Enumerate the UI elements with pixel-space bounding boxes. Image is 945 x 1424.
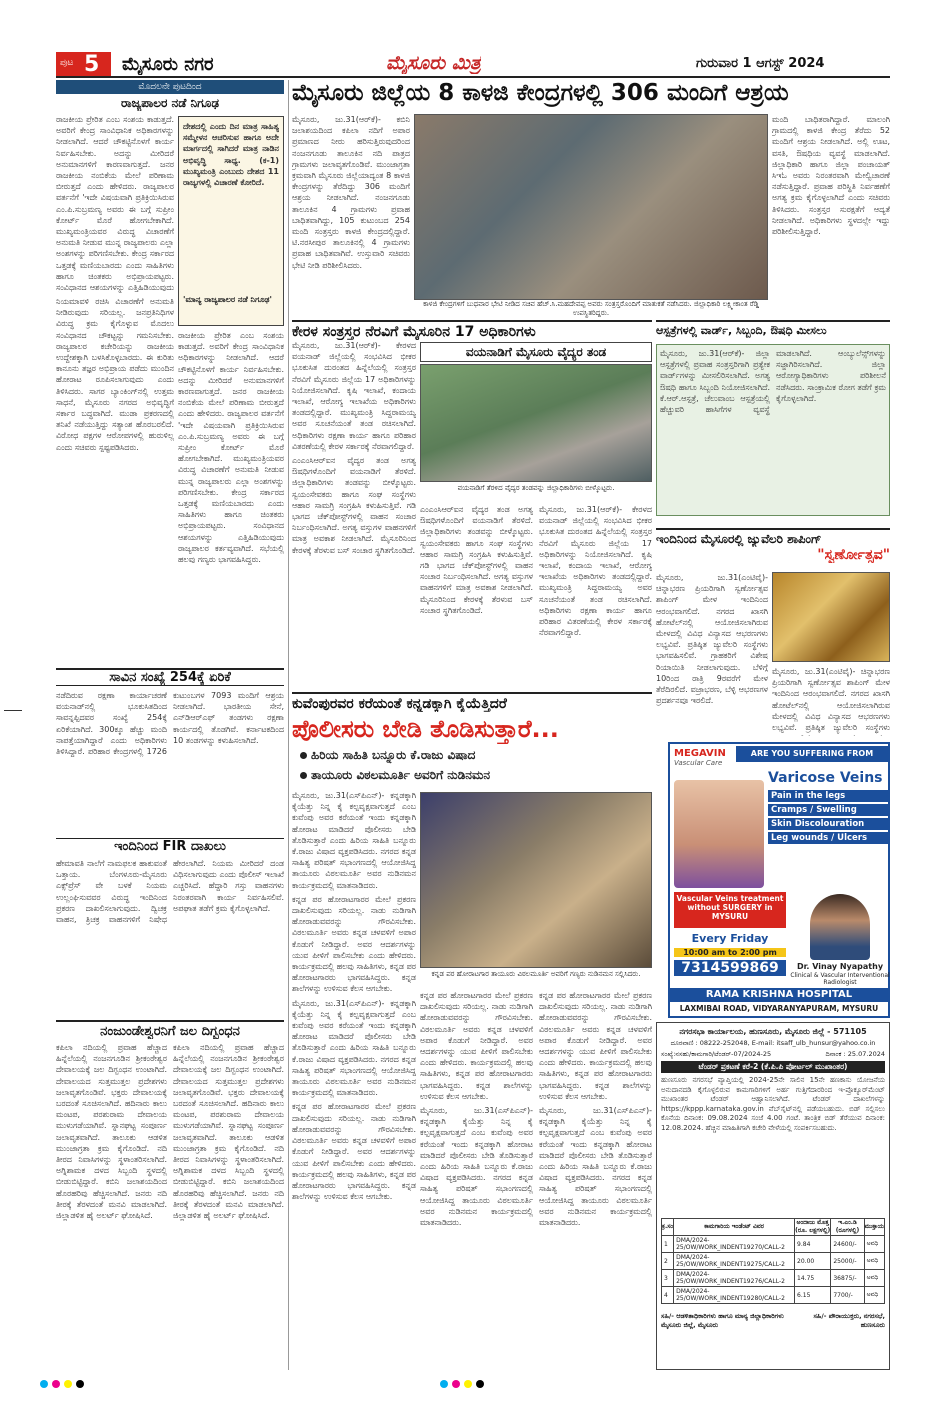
kerala-body-text-2: ಎಂಎಂಸಿಆರ್‌ಐನ ವೈದ್ಯರ ತಂಡ ಅಗತ್ಯ ಔಷಧಿಗಳೊಂದಿಗೆ ವಯನಾಡಿಗೆ ತೆರಳಿದೆ. ಜಿಲ್ಲಾಧಿಕಾರಿಗಳು ತಂಡವನ್ನು ಬೀಳ್ಕೊಟ್ಟರು. ಸ್ವಯಂಸೇವಕರು ಹಾಗೂ ಸಂಘ ಸಂಸ್ಥೆಗಳು ಆಹಾರ ಸಾಮಗ್ರಿ ಸಂಗ್ರಹಿಸಿ ಕಳುಹಿಸುತ್ತಿವೆ. ಗಡಿ ಭಾಗದ ಚೆಕ್‌ಪೋಸ್ಟ್‌ಗಳಲ್ಲಿ ವಾಹನ ಸಂಚಾರ ನಿರ್ಬಂಧಿಸಲಾಗಿದೆ. ಅಗತ್ಯ ವಸ್ತುಗಳ ವಾಹನಗಳಿಗೆ ಮಾತ್ರ ಅವಕಾಶ ನೀಡಲಾಗಿದೆ. ಮೈಸೂರಿನಿಂದ ಕೇರಳಕ್ಕೆ ತೆರಳುವ ಬಸ್ ಸಂಚಾರ ಸ್ಥಗಿತಗೊಂಡಿದೆ.: [292, 456, 416, 555]
continued-banner: [56, 80, 284, 94]
kuvempu-bullet-2: [300, 768, 650, 783]
tender-col: ಅಂದಾಜು ಮೊತ್ತ (ರೂ. ಲಕ್ಷಗಳಲ್ಲಿ): [795, 1219, 831, 1234]
deaths-body-text: ನಡೆದಿರುವ ರಕ್ಷಣಾ ಕಾರ್ಯಾಚರಣೆ ವಯನಾಡ್‌ನಲ್ಲಿ ಭೂಕುಸಿತದಿಂದ ಸಾವನ್ನಪ್ಪಿದವರ ಸಂಖ್ಯೆ 254ಕ್ಕೆ ಏರಿಕೆಯಾಗಿದೆ. 300ಕ್ಕೂ ಹೆಚ್ಚು ಮಂದಿ ನಾಪತ್ತೆಯಾಗಿದ್ದಾರೆ ಎಂದು ಅಧಿಕಾರಿಗಳು ತಿಳಿಸಿದ್ದಾರೆ. ಪರಿಹಾರ ಕೇಂದ್ರಗಳಲ್ಲಿ 1726 ಕುಟುಂಬಗಳ 7093 ಮಂದಿಗೆ ಆಶ್ರಯ ನೀಡಲಾಗಿದೆ. ಭಾರತೀಯ ಸೇನೆ, ಎನ್‌ಡಿಆರ್‌ಎಫ್ ತಂಡಗಳು ರಕ್ಷಣಾ ಕಾರ್ಯದಲ್ಲಿ ತೊಡಗಿವೆ. ಕರ್ನಾಟಕದಿಂದ 10 ತಂಡಗಳನ್ನು ಕಳುಹಿಸಲಾಗಿದೆ.: [56, 691, 284, 757]
continued-label: ಮೊದಲನೇ ಪುಟದಿಂದ: [138, 82, 202, 92]
deaths-headline: ಸಾವಿನ ಸಂಖ್ಯೆ 254ಕ್ಕೆ ಏರಿಕೆ: [109, 670, 231, 685]
jewellery-photo: [772, 572, 890, 662]
kerala-photo-caption: ವಯನಾಡಿಗೆ ತೆರಳಿದ ವೈದ್ಯರ ತಂಡವನ್ನು ಜಿಲ್ಲಾಧಿಕಾರಿಗಳು ಬೀಳ್ಕೊಟ್ಟರು.: [457, 484, 615, 492]
ad-tagline: Vascular Care: [674, 759, 723, 767]
ad-items: [768, 790, 888, 844]
jewellery-body: [656, 572, 768, 736]
registration-marks-bottom: [40, 1380, 910, 1390]
page-number-box: [56, 52, 111, 76]
tender-table-row: [662, 1287, 885, 1304]
kuvempu-photo-caption: ಕನ್ನಡ ಪರ ಹೋರಾಟಗಾರ ತಾಯೂರು ವಿಠಲಮೂರ್ತಿ ಅವರಿಗೆ ಗಣ್ಯರು ನುಡಿನಮನ ಸಲ್ಲಿಸಿದರು.: [431, 970, 641, 978]
registration-dot-icon: [476, 1380, 484, 1388]
ad-item: Pain in the legs: [768, 790, 888, 802]
tender-table: [661, 1218, 885, 1304]
nanjangud-body: [56, 1042, 284, 1372]
hospital-body-text: ಮೈಸೂರು, ಜು.31(ಆರ್‌ಕೆ)- ಜಿಲ್ಲಾ ಆಸ್ಪತ್ರೆಗಳಲ್ಲಿ ಪ್ರವಾಹ ಸಂತ್ರಸ್ತರಿಗಾಗಿ ಪ್ರತ್ಯೇಕ ವಾರ್ಡ್‌ಗಳನ್ನು ಮೀಸಲಿರಿಸಲಾಗಿದೆ. ಅಗತ್ಯ ಔಷಧಿ ಹಾಗೂ ಸಿಬ್ಬಂದಿ ನಿಯೋಜಿಸಲಾಗಿದೆ. ಕೆ.ಆರ್.ಆಸ್ಪತ್ರೆ, ಚೆಲುವಾಂಬ ಆಸ್ಪತ್ರೆಯಲ್ಲಿ ಹೆಚ್ಚುವರಿ ಹಾಸಿಗೆಗಳ ವ್ಯವಸ್ಥೆ ಮಾಡಲಾಗಿದೆ. ಆಂಬ್ಯುಲೆನ್ಸ್‌ಗಳನ್ನು ಸಜ್ಜಾಗಿರಿಸಲಾಗಿದೆ. ಜಿಲ್ಲಾ ಆರೋಗ್ಯಾಧಿಕಾರಿಗಳು ಪರಿಶೀಲನೆ ನಡೆಸಿದರು. ಸಾಂಕ್ರಾಮಿಕ ರೋಗ ತಡೆಗೆ ಕ್ರಮ ಕೈಗೊಳ್ಳಲಾಗಿದೆ.: [660, 349, 886, 415]
lead-side-body-text: ಮಂದಿ ಬಾಧಿತರಾಗಿದ್ದಾರೆ. ಮಾಲಂಗಿ ಗ್ರಾಮದಲ್ಲಿ ಕಾಳಜಿ ಕೇಂದ್ರ ತೆರೆದು 52 ಮಂದಿಗೆ ಆಶ್ರಯ ನೀಡಲಾಗಿದೆ. ಅಲ್ಲಿ ಊಟ, ವಸತಿ, ಔಷಧಿಯ ವ್ಯವಸ್ಥೆ ಮಾಡಲಾಗಿದೆ. ಜಿಲ್ಲಾಧಿಕಾರಿ ಹಾಗೂ ಜಿಲ್ಲಾ ಪಂಚಾಯತ್ ಸಿಇಓ ಅವರು ನಿರಂತರವಾಗಿ ಮೇಲ್ವಿಚಾರಣೆ ನಡೆಸುತ್ತಿದ್ದಾರೆ. ಪ್ರವಾಹ ಪರಿಸ್ಥಿತಿ ನಿರ್ವಹಣೆಗೆ ಅಗತ್ಯ ಕ್ರಮ ಕೈಗೊಳ್ಳಲಾಗಿದೆ ಎಂದು ಸಚಿವರು ತಿಳಿಸಿದರು. ಸಂತ್ರಸ್ತರ ಸುರಕ್ಷತೆಗೆ ಆದ್ಯತೆ ನೀಡಲಾಗಿದೆ. ಅಧಿಕಾರಿಗಳು ಸ್ಥಳದಲ್ಲೇ ಇದ್ದು ಪರಿಶೀಲಿಸುತ್ತಿದ್ದಾರೆ.: [772, 115, 890, 237]
kuvempu-body-text-3: ಮೈಸೂರು, ಜು.31(ಎಸ್‌ಪಿಎನ್)- ಕನ್ನಡಕ್ಕಾಗಿ ಕೈಯೆತ್ತು ನಿನ್ನ ಕೈ ಕಲ್ಪವೃಕ್ಷವಾಗುತ್ತದೆ ಎಂಬ ಕುವೆಂಪು ಅವರ ಕರೆಯಂತೆ ಇಂದು ಕನ್ನಡಕ್ಕಾಗಿ ಹೋರಾಟ ಮಾಡಿದರೆ ಪೊಲೀಸರು ಬೇಡಿ ತೊಡಿಸುತ್ತಾರೆ ಎಂದು ಹಿರಿಯ ಸಾಹಿತಿ ಬನ್ನೂರು ಕೆ.ರಾಜು ವಿಷಾದ ವ್ಯಕ್ತಪಡಿಸಿದರು. ನಗರದ ಕನ್ನಡ ಸಾಹಿತ್ಯ ಪರಿಷತ್ ಸಭಾಂಗಣದಲ್ಲಿ ಆಯೋಜಿಸಿದ್ದ ತಾಯೂರು ವಿಠಲಮೂರ್ತಿ ಅವರ ನುಡಿನಮನ ಕಾರ್ಯಕ್ರಮದಲ್ಲಿ ಮಾತನಾಡಿದರು.: [292, 998, 416, 1098]
quote-title: 'ಮಾನ್ಯ ರಾಜ್ಯಪಾಲರ ನಡೆ ನಿಗೂಢ': [183, 295, 272, 304]
kuvempu-headline: ಕುವೆಂಪುರವರ ಕರೆಯಂತೆ ಕನ್ನಡಕ್ಕಾಗಿ ಕೈಯೆತ್ತಿದರೆ: [292, 692, 652, 712]
kerala-photo: [420, 364, 652, 482]
ad-title: Varicose Veins: [768, 770, 883, 786]
tender-table-header: [662, 1219, 885, 1236]
tender-table-cell: ಅವಧಿ: [864, 1236, 884, 1253]
ad-brand-block: [674, 748, 734, 778]
ad-hospital: RAMA KRISHNA HOSPITAL: [670, 988, 888, 1002]
tender-col: ಕಾಮಗಾರಿಯ ಇಂಡೆಂಟ್ ವಿವರ: [674, 1219, 795, 1236]
deaths-body: [56, 690, 284, 832]
kuvempu-body-text: ಮೈಸೂರು, ಜು.31(ಎಸ್‌ಪಿಎನ್)- ಕನ್ನಡಕ್ಕಾಗಿ ಕೈಯೆತ್ತು ನಿನ್ನ ಕೈ ಕಲ್ಪವೃಕ್ಷವಾಗುತ್ತದೆ ಎಂಬ ಕುವೆಂಪು ಅವರ ಕರೆಯಂತೆ ಇಂದು ಕನ್ನಡಕ್ಕಾಗಿ ಹೋರಾಟ ಮಾಡಿದರೆ ಪೊಲೀಸರು ಬೇಡಿ ತೊಡಿಸುತ್ತಾರೆ ಎಂದು ಹಿರಿಯ ಸಾಹಿತಿ ಬನ್ನೂರು ಕೆ.ರಾಜು ವಿಷಾದ ವ್ಯಕ್ತಪಡಿಸಿದರು. ನಗರದ ಕನ್ನಡ ಸಾಹಿತ್ಯ ಪರಿಷತ್ ಸಭಾಂಗಣದಲ್ಲಿ ಆಯೋಜಿಸಿದ್ದ ತಾಯೂರು ವಿಠಲಮೂರ್ತಿ ಅವರ ನುಡಿನಮನ ಕಾರ್ಯಕ್ರಮದಲ್ಲಿ ಮಾತನಾಡಿದರು.: [292, 791, 416, 890]
tender-table-cell: DMA/2024-25/OW/WORK_INDENT19276/CALL-2: [674, 1270, 795, 1287]
kuvempu-big-headline: ಪೊಲೀಸರು ಬೇಡಿ ತೊಡಿಸುತ್ತಾರೆ...: [292, 715, 559, 743]
jewellery-headline: ಇಂದಿನಿಂದ ಮೈಸೂರಲ್ಲಿ ಜ್ಯುವೆಲರಿ ಶಾಪಿಂಗ್: [656, 532, 822, 546]
tender-table-cell: DMA/2024-25/OW/WORK_INDENT19275/CALL-2: [674, 1253, 795, 1270]
jewellery-body-text: ಮೈಸೂರು, ಜು.31(ಎಂಟಿವೈ)- ಚಿನ್ನಾಭರಣ ಪ್ರಿಯರಿಗಾಗಿ ಸ್ವರ್ಣೋತ್ಸವ ಶಾಪಿಂಗ್ ಮೇಳ ಇಂದಿನಿಂದ ಆರಂಭವಾಗಲಿದೆ. ನಗರದ ಖಾಸಗಿ ಹೋಟೆಲ್‌ನಲ್ಲಿ ಆಯೋಜಿಸಲಾಗಿರುವ ಮೇಳದಲ್ಲಿ ವಿವಿಧ ವಿನ್ಯಾಸದ ಆಭರಣಗಳು ಲಭ್ಯವಿವೆ. ಪ್ರತಿಷ್ಠಿತ ಜ್ಯುವೆಲರಿ ಸಂಸ್ಥೆಗಳು ಭಾಗವಹಿಸಲಿವೆ. ಗ್ರಾಹಕರಿಗೆ ವಿಶೇಷ ರಿಯಾಯಿತಿ ನೀಡಲಾಗುವುದು. ಬೆಳಿಗ್ಗೆ 10ರಿಂದ ರಾತ್ರಿ 9ರವರೆಗೆ ಮೇಳ ತೆರೆದಿರಲಿದೆ. ವಜ್ರಾಭರಣ, ಬೆಳ್ಳಿ ಆಭರಣಗಳ ಪ್ರದರ್ಶನವೂ ಇರಲಿದೆ.: [656, 573, 768, 706]
ad-item: Skin Discolouration: [768, 818, 888, 830]
tender-office: ನಗರಸಭಾ ಕಾರ್ಯಾಲಯ, ಹುಣಸೂರು, ಮೈಸೂರು ಜಿಲ್ಲೆ - 571105: [679, 1027, 867, 1036]
tender-table-cell: 24600/-: [831, 1236, 864, 1253]
tender-ref-row: [661, 1050, 885, 1059]
registration-dot-icon: [440, 1380, 448, 1388]
continued-body: [56, 114, 174, 294]
section-title: ಮೈಸೂರು ನಗರ: [122, 54, 214, 75]
masthead: ಮೈಸೂರು ಮಿತ್ರ: [386, 52, 481, 74]
kerala-headline: ಕೇರಳ ಸಂತ್ರಸ್ತರ ನೆರವಿಗೆ ಮೈಸೂರಿನ 17 ಅಧಿಕಾರಿಗಳು: [292, 320, 652, 340]
kuvempu-body-text-2: ಕನ್ನಡ ಪರ ಹೋರಾಟಗಾರರ ಮೇಲೆ ಪ್ರಕರಣ ದಾಖಲಿಸುವುದು ಸರಿಯಲ್ಲ. ನಾಡು ನುಡಿಗಾಗಿ ಹೋರಾಡುವವರನ್ನು ಗೌರವಿಸಬೇಕು. ವಿಠಲಮೂರ್ತಿ ಅವರು ಕನ್ನಡ ಚಳವಳಿಗೆ ಅಪಾರ ಕೊಡುಗೆ ನೀಡಿದ್ದಾರೆ. ಅವರ ಆದರ್ಶಗಳನ್ನು ಯುವ ಪೀಳಿಗೆ ಪಾಲಿಸಬೇಕು ಎಂದು ಹೇಳಿದರು. ಕಾರ್ಯಕ್ರಮದಲ್ಲಿ ಹಲವು ಸಾಹಿತಿಗಳು, ಕನ್ನಡ ಪರ ಹೋರಾಟಗಾರರು ಭಾಗವಹಿಸಿದ್ದರು. ಕನ್ನಡ ಶಾಲೆಗಳನ್ನು ಉಳಿಸುವ ಕೆಲಸ ಆಗಬೇಕು.: [292, 894, 416, 994]
quote-box: [178, 116, 284, 326]
tender-ref: ಸಂಖ್ಯೆ:ನಸಹು/ಕಾಮಗಾರಿ/ಟೆಂಡರ್-07/2024-25: [661, 1050, 772, 1058]
lead-headline: ಮೈಸೂರು ಜಿಲ್ಲೆಯ 8 ಕಾಳಜಿ ಕೇಂದ್ರಗಳಲ್ಲಿ 306 ಮಂದಿಗೆ ಆಶ್ರಯ: [292, 80, 789, 106]
lead-body: [292, 114, 410, 312]
continued-title: ರಾಜ್ಯಪಾಲರ ನಡೆ ನಿಗೂಢ: [121, 96, 219, 110]
kerala-body-b-text: ಎಂಎಂಸಿಆರ್‌ಐನ ವೈದ್ಯರ ತಂಡ ಅಗತ್ಯ ಔಷಧಿಗಳೊಂದಿಗೆ ವಯನಾಡಿಗೆ ತೆರಳಿದೆ. ಜಿಲ್ಲಾಧಿಕಾರಿಗಳು ತಂಡವನ್ನು ಬೀಳ್ಕೊಟ್ಟರು. ಸ್ವಯಂಸೇವಕರು ಹಾಗೂ ಸಂಘ ಸಂಸ್ಥೆಗಳು ಆಹಾರ ಸಾಮಗ್ರಿ ಸಂಗ್ರಹಿಸಿ ಕಳುಹಿಸುತ್ತಿವೆ. ಗಡಿ ಭಾಗದ ಚೆಕ್‌ಪೋಸ್ಟ್‌ಗಳಲ್ಲಿ ವಾಹನ ಸಂಚಾರ ನಿರ್ಬಂಧಿಸಲಾಗಿದೆ. ಅಗತ್ಯ ವಸ್ತುಗಳ ವಾಹನಗಳಿಗೆ ಮಾತ್ರ ಅವಕಾಶ ನೀಡಲಾಗಿದೆ. ಮೈಸೂರಿನಿಂದ ಕೇರಳಕ್ಕೆ ತೆರಳುವ ಬಸ್ ಸಂಚಾರ ಸ್ಥಗಿತಗೊಂಡಿದೆ.: [420, 505, 533, 615]
kuvempu-bullet-1-text: ಹಿರಿಯ ಸಾಹಿತಿ ಬನ್ನೂರು ಕೆ.ರಾಜು ವಿಷಾದ: [311, 748, 476, 762]
hospital-headline: ಆಸ್ಪತ್ರೆಗಳಲ್ಲಿ ವಾರ್ಡ್, ಸಿಬ್ಬಂದಿ, ಔಷಧಿ ಮೀಸಲು: [656, 324, 827, 337]
tender-table-cell: 36875/-: [831, 1270, 864, 1287]
tender-contact: ದೂರವಾಣಿ : 08222-252048, E-mail: itsaff_ulb_hunsur@yahoo.co.in: [670, 1039, 876, 1047]
ad-phone: 7314599869: [674, 960, 786, 976]
page-label: ಪುಟ: [60, 58, 74, 68]
tender-table-cell: 25000/-: [831, 1253, 864, 1270]
kuvempu-body-b-text-4: ಮೈಸೂರು, ಜು.31(ಎಸ್‌ಪಿಎನ್)- ಕನ್ನಡಕ್ಕಾಗಿ ಕೈಯೆತ್ತು ನಿನ್ನ ಕೈ ಕಲ್ಪವೃಕ್ಷವಾಗುತ್ತದೆ ಎಂಬ ಕುವೆಂಪು ಅವರ ಕರೆಯಂತೆ ಇಂದು ಕನ್ನಡಕ್ಕಾಗಿ ಹೋರಾಟ ಮಾಡಿದರೆ ಪೊಲೀಸರು ಬೇಡಿ ತೊಡಿಸುತ್ತಾರೆ ಎಂದು ಹಿರಿಯ ಸಾಹಿತಿ ಬನ್ನೂರು ಕೆ.ರಾಜು ವಿಷಾದ ವ್ಯಕ್ತಪಡಿಸಿದರು. ನಗರದ ಕನ್ನಡ ಸಾಹಿತ್ಯ ಪರಿಷತ್ ಸಭಾಂಗಣದಲ್ಲಿ ಆಯೋಜಿಸಿದ್ದ ತಾಯೂರು ವಿಠಲಮೂರ್ತಿ ಅವರ ನುಡಿನಮನ ಕಾರ್ಯಕ್ರಮದಲ್ಲಿ ಮಾತನಾಡಿದರು.: [539, 1106, 652, 1228]
kerala-body-b-text-2: ಮೈಸೂರು, ಜು.31(ಆರ್‌ಕೆ)- ಕೇರಳದ ವಯನಾಡ್ ಜಿಲ್ಲೆಯಲ್ಲಿ ಸಂಭವಿಸಿದ ಭೀಕರ ಭೂಕುಸಿತ ದುರಂತದ ಹಿನ್ನೆಲೆಯಲ್ಲಿ ಸಂತ್ರಸ್ತರ ನೆರವಿಗೆ ಮೈಸೂರು ಜಿಲ್ಲೆಯ 17 ಅಧಿಕಾರಿಗಳನ್ನು ನಿಯೋಜಿಸಲಾಗಿದೆ. ಕೃಷಿ ಇಲಾಖೆ, ಕಂದಾಯ ಇಲಾಖೆ, ಆರೋಗ್ಯ ಇಲಾಖೆಯ ಅಧಿಕಾರಿಗಳು ತಂಡದಲ್ಲಿದ್ದಾರೆ. ಮುಖ್ಯಮಂತ್ರಿ ಸಿದ್ದರಾಮಯ್ಯ ಅವರ ಸೂಚನೆಯಂತೆ ತಂಡ ರಚಿಸಲಾಗಿದೆ. ಅಧಿಕಾರಿಗಳು ರಕ್ಷಣಾ ಕಾರ್ಯ ಹಾಗೂ ಪರಿಹಾರ ವಿತರಣೆಯಲ್ಲಿ ಕೇರಳ ಸರ್ಕಾರಕ್ಕೆ ನೆರವಾಗಲಿದ್ದಾರೆ.: [539, 505, 652, 638]
hospital-body: [660, 348, 886, 514]
col1c-body: [178, 330, 284, 666]
tender-table-cell: 9.84: [795, 1236, 831, 1253]
kuvempu-body-b: [420, 990, 652, 1370]
fir-body: [56, 858, 284, 1018]
issue-date: ಗುರುವಾರ 1 ಆಗಸ್ಟ್ 2024: [696, 56, 825, 71]
kuvempu-body-text-4: ಕನ್ನಡ ಪರ ಹೋರಾಟಗಾರರ ಮೇಲೆ ಪ್ರಕರಣ ದಾಖಲಿಸುವುದು ಸರಿಯಲ್ಲ. ನಾಡು ನುಡಿಗಾಗಿ ಹೋರಾಡುವವರನ್ನು ಗೌರವಿಸಬೇಕು. ವಿಠಲಮೂರ್ತಿ ಅವರು ಕನ್ನಡ ಚಳವಳಿಗೆ ಅಪಾರ ಕೊಡುಗೆ ನೀಡಿದ್ದಾರೆ. ಅವರ ಆದರ್ಶಗಳನ್ನು ಯುವ ಪೀಳಿಗೆ ಪಾಲಿಸಬೇಕು ಎಂದು ಹೇಳಿದರು. ಕಾರ್ಯಕ್ರಮದಲ್ಲಿ ಹಲವು ಸಾಹಿತಿಗಳು, ಕನ್ನಡ ಪರ ಹೋರಾಟಗಾರರು ಭಾಗವಹಿಸಿದ್ದರು. ಕನ್ನಡ ಶಾಲೆಗಳನ್ನು ಉಳಿಸುವ ಕೆಲಸ ಆಗಬೇಕು.: [292, 1102, 416, 1202]
kerala-subhead-box: [420, 342, 652, 362]
tender-table-row: [662, 1236, 885, 1253]
tender-table-cell: DMA/2024-25/OW/WORK_INDENT19280/CALL-2: [674, 1287, 795, 1304]
tender-table-cell: 6.15: [795, 1287, 831, 1304]
fir-headline: ಇಂದಿನಿಂದ FIR ದಾಖಲು: [56, 838, 284, 854]
registration-dot-icon: [452, 1380, 460, 1388]
registration-dot-icon: [52, 1380, 60, 1388]
tender-table-cell: ಅವಧಿ: [864, 1287, 884, 1304]
megavin-ad: [668, 742, 890, 1018]
ad-treatment: [674, 892, 786, 928]
kuvempu-photo: [420, 792, 652, 968]
registration-dot-icon: [64, 1380, 72, 1388]
ad-banner: [736, 746, 888, 762]
lead-photo-caption: ಕಾಳಜಿ ಕೇಂದ್ರಗಳಿಗೆ ಬುಧವಾರ ಭೇಟಿ ನೀಡಿದ ಸಚಿವ ಹೆಚ್.ಸಿ.ಮಹದೇವಪ್ಪ ಅವರು ಸಂತ್ರಸ್ತರೊಂದಿಗೆ ಮಾತುಕತೆ ನಡೆಸಿದರು. ಜಿಲ್ಲಾಧಿಕಾರಿ ಲಕ್ಷ್ಮೀಕಾಂತ ರೆಡ್ಡಿ ಉಪಸ್ಥಿತರಿದ್ದರು.: [423, 300, 759, 317]
jewellery-box: [656, 528, 890, 736]
page-header: [56, 52, 890, 78]
kerala-subhead: ವಯನಾಡಿಗೆ ಮೈಸೂರು ವೈದ್ಯರ ತಂಡ: [465, 345, 607, 359]
kerala-body: [292, 340, 416, 686]
registration-dot-icon: [464, 1380, 472, 1388]
tender-table-cell: 20.00: [795, 1253, 831, 1270]
tender-table-cell: 14.75: [795, 1270, 831, 1287]
tender-date: ದಿನಾಂಕ : 25.07.2024: [825, 1050, 885, 1058]
ad-item: Cramps / Swelling: [768, 804, 888, 816]
jewellery-body-b-text: ಮೈಸೂರು, ಜು.31(ಎಂಟಿವೈ)- ಚಿನ್ನಾಭರಣ ಪ್ರಿಯರಿಗಾಗಿ ಸ್ವರ್ಣೋತ್ಸವ ಶಾಪಿಂಗ್ ಮೇಳ ಇಂದಿನಿಂದ ಆರಂಭವಾಗಲಿದೆ. ನಗರದ ಖಾಸಗಿ ಹೋಟೆಲ್‌ನಲ್ಲಿ ಆಯೋಜಿಸಲಾಗಿರುವ ಮೇಳದಲ್ಲಿ ವಿವಿಧ ವಿನ್ಯಾಸದ ಆಭರಣಗಳು ಲಭ್ಯವಿವೆ. ಪ್ರತಿಷ್ಠಿತ ಜ್ಯುವೆಲರಿ ಸಂಸ್ಥೆಗಳು: [772, 667, 890, 733]
jewellery-highlight: "ಸ್ವರ್ಣೋತ್ಸವ": [817, 547, 890, 563]
tender-table-cell: DMA/2024-25/OW/WORK_INDENT19270/CALL-2: [674, 1236, 795, 1253]
tender-sign-left: ಸಹಿ/- ಆಡಳಿತಾಧಿಕಾರಿಗಳು ಹಾಗೂ ಮಾನ್ಯ ಜಿಲ್ಲಾಧಿಕಾರಿಗಳು ಮೈಸೂರು ಜಿಲ್ಲೆ, ಮೈಸೂರು: [661, 1312, 784, 1329]
tender-table-cell: ಅವಧಿ: [864, 1253, 884, 1270]
col1b-body-text: ನಿಯಮಾವಳಿ ರಚಿಸಿ ವಿಚಾರಣೆಗೆ ಅನುಮತಿ ನೀಡಿರುವುದು ಸರಿಯಲ್ಲ. ಜನಪ್ರತಿನಿಧಿಗಳ ವಿರುದ್ಧ ಕ್ರಮ ಕೈಗೊಳ್ಳುವ ಮೊದಲು ಸಂವಿಧಾನದ ಚೌಕಟ್ಟನ್ನು ಗಮನಿಸಬೇಕು. ರಾಜ್ಯಪಾಲರ ಕಚೇರಿಯನ್ನು ರಾಜಕೀಯ ಉದ್ದೇಶಕ್ಕಾಗಿ ಬಳಸಿಕೊಳ್ಳಬಾರದು. ಈ ಕುರಿತು ಕಾನೂನು ತಜ್ಞರ ಅಭಿಪ್ರಾಯ ಪಡೆದು ಮುಂದಿನ ಹೋರಾಟ ರೂಪಿಸಲಾಗುವುದು ಎಂದು ತಿಳಿಸಿದರು. ಸಾಗರ ಬ್ಯಾಂಕಿಂಗ್‌ನಲ್ಲಿ ಉತ್ತಮ ಸಾಧನೆ, ಮೈಸೂರು ನಗರದ ಅಭಿವೃದ್ಧಿಗೆ ಸರ್ಕಾರ ಬದ್ಧವಾಗಿದೆ. ಮುಡಾ ಪ್ರಕರಣದಲ್ಲಿ ತನಿಖೆ ನಡೆಯುತ್ತಿದ್ದು ಸತ್ಯಾಂಶ ಹೊರಬರಲಿದೆ. ವಿರೋಧ ಪಕ್ಷಗಳ ಆರೋಪಗಳಲ್ಲಿ ಹುರುಳಿಲ್ಲ ಎಂದು ಸಚಿವರು ಸ್ಪಷ್ಟಪಡಿಸಿದರು.: [56, 297, 174, 452]
ad-doctor-role: Clinical & Vascular Interventional Radiologist: [790, 972, 890, 986]
deaths-headline-bar: [56, 668, 284, 686]
nanjangud-body-text: ಕಪಿಲಾ ನದಿಯಲ್ಲಿ ಪ್ರವಾಹ ಹೆಚ್ಚಾದ ಹಿನ್ನೆಲೆಯಲ್ಲಿ ನಂಜನಗೂಡಿನ ಶ್ರೀಕಂಠೇಶ್ವರ ದೇವಾಲಯಕ್ಕೆ ಜಲ ದಿಗ್ಬಂಧನ ಉಂಟಾಗಿದೆ. ದೇವಾಲಯದ ಸುತ್ತಮುತ್ತಲ ಪ್ರದೇಶಗಳು ಜಲಾವೃತಗೊಂಡಿವೆ. ಭಕ್ತರು ದೇವಾಲಯಕ್ಕೆ ಬರದಂತೆ ಸೂಚಿಸಲಾಗಿದೆ. ಹದಿನಾರು ಕಾಲು ಮಂಟಪ, ಪರಶುರಾಮ ದೇವಾಲಯ ಮುಳುಗಡೆಯಾಗಿವೆ. ಸ್ನಾನಘಟ್ಟ ಸಂಪೂರ್ಣ ಜಲಾವೃತವಾಗಿದೆ. ತಾಲೂಕು ಆಡಳಿತ ಮುಂಜಾಗ್ರತಾ ಕ್ರಮ ಕೈಗೊಂಡಿದೆ. ನದಿ ತೀರದ ನಿವಾಸಿಗಳನ್ನು ಸ್ಥಳಾಂತರಿಸಲಾಗಿದೆ. ಅಗ್ನಿಶಾಮಕ ದಳದ ಸಿಬ್ಬಂದಿ ಸ್ಥಳದಲ್ಲಿ ಬೀಡುಬಿಟ್ಟಿದ್ದಾರೆ. ಕಬಿನಿ ಜಲಾಶಯದಿಂದ ಹೊರಹರಿವು ಹೆಚ್ಚಿಸಲಾಗಿದೆ. ಜನರು ನದಿ ತೀರಕ್ಕೆ ತೆರಳದಂತೆ ಮನವಿ ಮಾಡಲಾಗಿದೆ. ಜಿಲ್ಲಾಡಳಿತ ಹೈ ಅಲರ್ಟ್ ಘೋಷಿಸಿದೆ.: [56, 1043, 167, 1221]
ad-legs-image: [674, 780, 764, 888]
tender-notice: [656, 1022, 890, 1370]
tender-table-cell: 1: [662, 1236, 674, 1253]
kerala-body-b: [420, 504, 652, 686]
column-divider: [288, 80, 289, 1370]
tender-table-row: [662, 1270, 885, 1287]
tender-body: ಹುಣಸೂರು ನಗರಸಭೆ ವ್ಯಾಪ್ತಿಯಲ್ಲಿ 2024-25ನೇ ಸಾಲಿನ 15ನೇ ಹಣಕಾಸು ಯೋಜನೆಯ ಅನುದಾನದಡಿ ಕೈಗೊಳ್ಳಲಿರುವ ಕಾಮಗಾರಿಗಳಿಗೆ ಅರ್ಹ ಗುತ್ತಿಗೆದಾರರಿಂದ ಇ-ಪ್ರೊಕ್ಯೂರ್‌ಮೆಂಟ್ ಮುಖಾಂತರ ಟೆಂಡರ್ ಆಹ್ವಾನಿಸಲಾಗಿದೆ. ಟೆಂಡರ್ ದಾಖಲೆಗಳನ್ನು https://kppp.karnataka.gov.in ವೆಬ್‌ಸೈಟ್‌ನಲ್ಲಿ ಪಡೆಯಬಹುದು. ಬಿಡ್ ಸಲ್ಲಿಸಲು ಕೊನೆಯ ದಿನಾಂಕ: 09.08.2024 ಸಂಜೆ 4.00 ಗಂಟೆ. ತಾಂತ್ರಿಕ ಬಿಡ್ ತೆರೆಯುವ ದಿನಾಂಕ: 12.08.2024. ಹೆಚ್ಚಿನ ಮಾಹಿತಿಗಾಗಿ ಕಚೇರಿ ವೇಳೆಯಲ್ಲಿ ಸಂಪರ್ಕಿಸಬಹುದು.: [661, 1076, 885, 1132]
ad-time: 10:00 am to 2:00 pm: [674, 948, 786, 957]
lead-body-text: ಮೈಸೂರು, ಜು.31(ಆರ್‌ಕೆ)- ಕಬಿನಿ ಜಲಾಶಯದಿಂದ ಕಪಿಲಾ ನದಿಗೆ ಅಪಾರ ಪ್ರಮಾಣದ ನೀರು ಹರಿಸುತ್ತಿರುವುದರಿಂದ ನಂಜನಗೂಡು ತಾಲೂಕಿನ ನದಿ ಪಾತ್ರದ ಗ್ರಾಮಗಳು ಜಲಾವೃತಗೊಂಡಿವೆ. ಮುಂಜಾಗ್ರತಾ ಕ್ರಮವಾಗಿ ಮೈಸೂರು ಜಿಲ್ಲೆಯಾದ್ಯಂತ 8 ಕಾಳಜಿ ಕೇಂದ್ರಗಳನ್ನು ತೆರೆದಿದ್ದು 306 ಮಂದಿಗೆ ಆಶ್ರಯ ನೀಡಲಾಗಿದೆ. ನಂಜನಗೂಡು ತಾಲೂಕಿನ 4 ಗ್ರಾಮಗಳು ಪ್ರವಾಹ ಬಾಧಿತವಾಗಿದ್ದು, 105 ಕುಟುಂಬದ 254 ಮಂದಿ ಸಂತ್ರಸ್ತರು ಕಾಳಜಿ ಕೇಂದ್ರದಲ್ಲಿದ್ದಾರೆ. ಟಿ.ನರಸೀಪುರ ತಾಲೂಕಿನಲ್ಲಿ 4 ಗ್ರಾಮಗಳು ಪ್ರವಾಹ ಬಾಧಿತವಾಗಿವೆ. ಉಸ್ತುವಾರಿ ಸಚಿವರು ಭೇಟಿ ನೀಡಿ ಪರಿಶೀಲಿಸಿದರು.: [292, 115, 410, 270]
kuvempu-bullet-2-text: ತಾಯೂರು ವಿಠಲಮೂರ್ತಿ ಅವರಿಗೆ ನುಡಿನಮನ: [311, 768, 491, 782]
ad-doctor: Dr. Vinay Nyapathy: [796, 962, 884, 971]
kuvempu-body-b-text: ಕನ್ನಡ ಪರ ಹೋರಾಟಗಾರರ ಮೇಲೆ ಪ್ರಕರಣ ದಾಖಲಿಸುವುದು ಸರಿಯಲ್ಲ. ನಾಡು ನುಡಿಗಾಗಿ ಹೋರಾಡುವವರನ್ನು ಗೌರವಿಸಬೇಕು. ವಿಠಲಮೂರ್ತಿ ಅವರು ಕನ್ನಡ ಚಳವಳಿಗೆ ಅಪಾರ ಕೊಡುಗೆ ನೀಡಿದ್ದಾರೆ. ಅವರ ಆದರ್ಶಗಳನ್ನು ಯುವ ಪೀಳಿಗೆ ಪಾಲಿಸಬೇಕು ಎಂದು ಹೇಳಿದರು. ಕಾರ್ಯಕ್ರಮದಲ್ಲಿ ಹಲವು ಸಾಹಿತಿಗಳು, ಕನ್ನಡ ಪರ ಹೋರಾಟಗಾರರು ಭಾಗವಹಿಸಿದ್ದರು. ಕನ್ನಡ ಶಾಲೆಗಳನ್ನು ಉಳಿಸುವ ಕೆಲಸ ಆಗಬೇಕು.: [420, 991, 533, 1101]
kuvempu-bullet-1: [300, 748, 650, 763]
ad-treatment-text: Vascular Veins treatment without SURGERY in MYSURU: [676, 894, 784, 921]
tender-col: ಮುಕ್ತಾಯ: [864, 1219, 884, 1236]
kuvempu-body-b-text-2: ಮೈಸೂರು, ಜು.31(ಎಸ್‌ಪಿಎನ್)- ಕನ್ನಡಕ್ಕಾಗಿ ಕೈಯೆತ್ತು ನಿನ್ನ ಕೈ ಕಲ್ಪವೃಕ್ಷವಾಗುತ್ತದೆ ಎಂಬ ಕುವೆಂಪು ಅವರ ಕರೆಯಂತೆ ಇಂದು ಕನ್ನಡಕ್ಕಾಗಿ ಹೋರಾಟ ಮಾಡಿದರೆ ಪೊಲೀಸರು ಬೇಡಿ ತೊಡಿಸುತ್ತಾರೆ ಎಂದು ಹಿರಿಯ ಸಾಹಿತಿ ಬನ್ನೂರು ಕೆ.ರಾಜು ವಿಷಾದ ವ್ಯಕ್ತಪಡಿಸಿದರು. ನಗರದ ಕನ್ನಡ ಸಾಹಿತ್ಯ ಪರಿಷತ್ ಸಭಾಂಗಣದಲ್ಲಿ ಆಯೋಜಿಸಿದ್ದ ತಾಯೂರು ವಿಠಲಮೂರ್ತಿ ಅವರ ನುಡಿನಮನ ಕಾರ್ಯಕ್ರಮದಲ್ಲಿ ಮಾತನಾಡಿದರು.: [420, 1106, 533, 1228]
lead-side-body: [772, 114, 890, 314]
page-number: 5: [84, 52, 100, 77]
kuvempu-body: [292, 790, 416, 1370]
col1b-body: [56, 296, 174, 666]
quote-text: ದೇಶದಲ್ಲಿ ಎಂದು ದಿನ ಮಾತ್ರ ಸಾಹಿತ್ಯ ಸಮ್ಮೇಳನ ಆಚರಿಸುವ ಹಾಗೂ ಅದೇ ಮಾರ್ಗದಲ್ಲಿ ಸಾಗಿದರೆ ಮಾತ್ರ ನಾಡಿನ ಅಭಿವೃದ್ಧಿ ಸಾಧ್ಯ. (ಕ-1) ಮುಖ್ಯಮಂತ್ರಿ ಎಂಬುದು ದೇಶದ 11 ರಾಜ್ಯಗಳಲ್ಲಿ ವಿಚಾರಣೆ ಕೋರಿದೆ.: [183, 122, 279, 188]
tender-table-cell: 7700/-: [831, 1287, 864, 1304]
tender-title: ಟೆಂಡರ್ ಪ್ರಕಟಣೆ ಕರೆ-2 (ಕೆ.ಪಿ.ಪಿ ಪೋರ್ಟಲ್ ಮುಖಾಂತರ): [661, 1061, 885, 1073]
ad-brand: MEGAVIN: [674, 748, 726, 759]
hospital-box: [656, 320, 890, 520]
tender-col: ಇ.ಎಂ.ಡಿ (ರೂಗಳಲ್ಲಿ): [831, 1219, 864, 1236]
registration-dot-icon: [40, 1380, 48, 1388]
left-margin-tick: [4, 710, 22, 711]
ad-address: LAXMIBAI ROAD, VIDYARANYAPURAM, MYSURU: [679, 1004, 879, 1013]
tender-col: ಕ್ರ.ಸಂ: [662, 1219, 674, 1236]
tender-table-cell: ಅವಧಿ: [864, 1270, 884, 1287]
tender-table-cell: 2: [662, 1253, 674, 1270]
col1c-body-text: ರಾಜಕೀಯ ಪ್ರೇರಿತ ಎಂಬ ಸಂಶಯ ಕಾಡುತ್ತದೆ. ಅವರಿಗೆ ಕೇಂದ್ರ ಸಾಂವಿಧಾನಿಕ ಅಧಿಕಾರಗಳನ್ನು ನೀಡಲಾಗಿದೆ. ಆದರೆ ಚೌಕಟ್ಟಿನೊಳಗೆ ಕಾರ್ಯ ನಿರ್ವಹಿಸಬೇಕು. ಅದನ್ನು ಮೀರಿದರೆ ಅನುಮಾನಗಳಿಗೆ ಕಾರಣವಾಗುತ್ತದೆ. ಜನರ ರಾಜಕೀಯ ನಂಬಿಕೆಯ ಮೇಲೆ ಪರಿಣಾಮ ಬೀರುತ್ತದೆ ಎಂದು ಹೇಳಿದರು. ರಾಜ್ಯಪಾಲರ ವರ್ತನೆಗೆ 'ಇದೇ ವಿಷಯವಾಗಿ ಪ್ರತಿಕ್ರಿಯಿಸಿರುವ ಎಂ.ಪಿ.ಸುಬ್ರಮಣ್ಯ ಅವರು ಈ ಬಗ್ಗೆ ಸುಪ್ರೀಂ ಕೋರ್ಟ್ ಮೊರೆ ಹೋಗಬೇಕಾಗಿದೆ. ಮುಖ್ಯಮಂತ್ರಿಯವರ ವಿರುದ್ಧ ವಿಚಾರಣೆಗೆ ಅನುಮತಿ ನೀಡುವ ಮುನ್ನ ರಾಜ್ಯಪಾಲರು ಎಲ್ಲಾ ಅಂಶಗಳನ್ನು ಪರಿಗಣಿಸಬೇಕು. ಕೇಂದ್ರ ಸರ್ಕಾರದ ಒತ್ತಡಕ್ಕೆ ಮಣಿಯಬಾರದು ಎಂದು ಸಾಹಿತಿಗಳು ಹಾಗೂ ಚಿಂತಕರು ಅಭಿಪ್ರಾಯಪಟ್ಟರು. ಸಂವಿಧಾನದ ಆಶಯಗಳನ್ನು ಎತ್ತಿಹಿಡಿಯುವುದು ರಾಜ್ಯಪಾಲರ ಕರ್ತವ್ಯವಾಗಿದೆ. ಸಭೆಯಲ್ಲಿ ಹಲವು ಗಣ್ಯರು ಭಾಗವಹಿಸಿದ್ದರು.: [178, 331, 284, 565]
jewellery-body-b: [772, 666, 890, 736]
tender-table-cell: 3: [662, 1270, 674, 1287]
nanjangud-body-text-2: ಕಪಿಲಾ ನದಿಯಲ್ಲಿ ಪ್ರವಾಹ ಹೆಚ್ಚಾದ ಹಿನ್ನೆಲೆಯಲ್ಲಿ ನಂಜನಗೂಡಿನ ಶ್ರೀಕಂಠೇಶ್ವರ ದೇವಾಲಯಕ್ಕೆ ಜಲ ದಿಗ್ಬಂಧನ ಉಂಟಾಗಿದೆ. ದೇವಾಲಯದ ಸುತ್ತಮುತ್ತಲ ಪ್ರದೇಶಗಳು ಜಲಾವೃತಗೊಂಡಿವೆ. ಭಕ್ತರು ದೇವಾಲಯಕ್ಕೆ ಬರದಂತೆ ಸೂಚಿಸಲಾಗಿದೆ. ಹದಿನಾರು ಕಾಲು ಮಂಟಪ, ಪರಶುರಾಮ ದೇವಾಲಯ ಮುಳುಗಡೆಯಾಗಿವೆ. ಸ್ನಾನಘಟ್ಟ ಸಂಪೂರ್ಣ ಜಲಾವೃತವಾಗಿದೆ. ತಾಲೂಕು ಆಡಳಿತ ಮುಂಜಾಗ್ರತಾ ಕ್ರಮ ಕೈಗೊಂಡಿದೆ. ನದಿ ತೀರದ ನಿವಾಸಿಗಳನ್ನು ಸ್ಥಳಾಂತರಿಸಲಾಗಿದೆ. ಅಗ್ನಿಶಾಮಕ ದಳದ ಸಿಬ್ಬಂದಿ ಸ್ಥಳದಲ್ಲಿ ಬೀಡುಬಿಟ್ಟಿದ್ದಾರೆ. ಕಬಿನಿ ಜಲಾಶಯದಿಂದ ಹೊರಹರಿವು ಹೆಚ್ಚಿಸಲಾಗಿದೆ. ಜನರು ನದಿ ತೀರಕ್ಕೆ ತೆರಳದಂತೆ ಮನವಿ ಮಾಡಲಾಗಿದೆ. ಜಿಲ್ಲಾಡಳಿತ ಹೈ ಅಲರ್ಟ್ ಘೋಷಿಸಿದೆ.: [173, 1043, 284, 1221]
tender-sign-right: ಸಹಿ/- ಪೌರಾಯುಕ್ತರು, ನಗರಸಭೆ, ಹುಣಸೂರು: [813, 1312, 885, 1329]
registration-dot-icon: [76, 1380, 84, 1388]
ad-item: Leg wounds / Ulcers: [768, 832, 888, 844]
kuvempu-body-b-text-3: ಕನ್ನಡ ಪರ ಹೋರಾಟಗಾರರ ಮೇಲೆ ಪ್ರಕರಣ ದಾಖಲಿಸುವುದು ಸರಿಯಲ್ಲ. ನಾಡು ನುಡಿಗಾಗಿ ಹೋರಾಡುವವರನ್ನು ಗೌರವಿಸಬೇಕು. ವಿಠಲಮೂರ್ತಿ ಅವರು ಕನ್ನಡ ಚಳವಳಿಗೆ ಅಪಾರ ಕೊಡುಗೆ ನೀಡಿದ್ದಾರೆ. ಅವರ ಆದರ್ಶಗಳನ್ನು ಯುವ ಪೀಳಿಗೆ ಪಾಲಿಸಬೇಕು ಎಂದು ಹೇಳಿದರು. ಕಾರ್ಯಕ್ರಮದಲ್ಲಿ ಹಲವು ಸಾಹಿತಿಗಳು, ಕನ್ನಡ ಪರ ಹೋರಾಟಗಾರರು ಭಾಗವಹಿಸಿದ್ದರು. ಕನ್ನಡ ಶಾಲೆಗಳನ್ನು ಉಳಿಸುವ ಕೆಲಸ ಆಗಬೇಕು.: [539, 991, 652, 1101]
kerala-body-text: ಮೈಸೂರು, ಜು.31(ಆರ್‌ಕೆ)- ಕೇರಳದ ವಯನಾಡ್ ಜಿಲ್ಲೆಯಲ್ಲಿ ಸಂಭವಿಸಿದ ಭೀಕರ ಭೂಕುಸಿತ ದುರಂತದ ಹಿನ್ನೆಲೆಯಲ್ಲಿ ಸಂತ್ರಸ್ತರ ನೆರವಿಗೆ ಮೈಸೂರು ಜಿಲ್ಲೆಯ 17 ಅಧಿಕಾರಿಗಳನ್ನು ನಿಯೋಜಿಸಲಾಗಿದೆ. ಕೃಷಿ ಇಲಾಖೆ, ಕಂದಾಯ ಇಲಾಖೆ, ಆರೋಗ್ಯ ಇಲಾಖೆಯ ಅಧಿಕಾರಿಗಳು ತಂಡದಲ್ಲಿದ್ದಾರೆ. ಮುಖ್ಯಮಂತ್ರಿ ಸಿದ್ದರಾಮಯ್ಯ ಅವರ ಸೂಚನೆಯಂತೆ ತಂಡ ರಚಿಸಲಾಗಿದೆ. ಅಧಿಕಾರಿಗಳು ರಕ್ಷಣಾ ಕಾರ್ಯ ಹಾಗೂ ಪರಿಹಾರ ವಿತರಣೆಯಲ್ಲಿ ಕೇರಳ ಸರ್ಕಾರಕ್ಕೆ ನೆರವಾಗಲಿದ್ದಾರೆ.: [292, 341, 416, 451]
tender-table-cell: 4: [662, 1287, 674, 1304]
fir-body-text: ಹೇಮಾವತಿ ನಾಲೆಗೆ ನಾಮಫಲಕ ಹಾಕುವಂತೆ ಒತ್ತಾಯ. ಬೆಂಗಳೂರು-ಮೈಸೂರು ಎಕ್ಸ್‌ಪ್ರೆಸ್ ವೇ ಬಳಕೆ ನಿಯಮ ಉಲ್ಲಂಘಿಸುವವರ ವಿರುದ್ಧ ಇಂದಿನಿಂದ ಪ್ರಕರಣ ದಾಖಲಿಸಲಾಗುವುದು. ದ್ವಿಚಕ್ರ ವಾಹನ, ತ್ರಿಚಕ್ರ ವಾಹನಗಳಿಗೆ ನಿಷೇಧ ಹೇರಲಾಗಿದೆ. ನಿಯಮ ಮೀರಿದರೆ ದಂಡ ವಿಧಿಸಲಾಗುವುದು ಎಂದು ಪೊಲೀಸ್ ಇಲಾಖೆ ಎಚ್ಚರಿಸಿದೆ. ಹೆದ್ದಾರಿ ಗಸ್ತು ವಾಹನಗಳು ನಿರಂತರವಾಗಿ ಕಾರ್ಯ ನಿರ್ವಹಿಸಲಿವೆ. ಅಪಘಾತ ತಡೆಗೆ ಕ್ರಮ ಕೈಗೊಳ್ಳಲಾಗಿದೆ.: [56, 859, 284, 925]
ad-banner-text: ARE YOU SUFFERING FROM: [750, 749, 874, 758]
tender-signatures: [661, 1312, 885, 1330]
bullet-dot-icon: [300, 752, 307, 759]
nanjangud-headline: ನಂಜುಂಡೇಶ್ವರನಿಗೆ ಜಲ ದಿಗ್ಬಂಧನ: [56, 1020, 284, 1039]
lead-photo: [414, 114, 768, 300]
doctor-photo: [810, 894, 870, 960]
bullet-dot-icon: [300, 772, 307, 779]
tender-table-row: [662, 1253, 885, 1270]
continued-body-text: ರಾಜಕೀಯ ಪ್ರೇರಿತ ಎಂಬ ಸಂಶಯ ಕಾಡುತ್ತದೆ. ಅವರಿಗೆ ಕೇಂದ್ರ ಸಾಂವಿಧಾನಿಕ ಅಧಿಕಾರಗಳನ್ನು ನೀಡಲಾಗಿದೆ. ಆದರೆ ಚೌಕಟ್ಟಿನೊಳಗೆ ಕಾರ್ಯ ನಿರ್ವಹಿಸಬೇಕು. ಅದನ್ನು ಮೀರಿದರೆ ಅನುಮಾನಗಳಿಗೆ ಕಾರಣವಾಗುತ್ತದೆ. ಜನರ ರಾಜಕೀಯ ನಂಬಿಕೆಯ ಮೇಲೆ ಪರಿಣಾಮ ಬೀರುತ್ತದೆ ಎಂದು ಹೇಳಿದರು. ರಾಜ್ಯಪಾಲರ ವರ್ತನೆಗೆ 'ಇದೇ ವಿಷಯವಾಗಿ ಪ್ರತಿಕ್ರಿಯಿಸಿರುವ ಎಂ.ಪಿ.ಸುಬ್ರಮಣ್ಯ ಅವರು ಈ ಬಗ್ಗೆ ಸುಪ್ರೀಂ ಕೋರ್ಟ್ ಮೊರೆ ಹೋಗಬೇಕಾಗಿದೆ. ಮುಖ್ಯಮಂತ್ರಿಯವರ ವಿರುದ್ಧ ವಿಚಾರಣೆಗೆ ಅನುಮತಿ ನೀಡುವ ಮುನ್ನ ರಾಜ್ಯಪಾಲರು ಎಲ್ಲಾ ಅಂಶಗಳನ್ನು ಪರಿಗಣಿಸಬೇಕು. ಕೇಂದ್ರ ಸರ್ಕಾರದ ಒತ್ತಡಕ್ಕೆ ಮಣಿಯಬಾರದು ಎಂದು ಸಾಹಿತಿಗಳು ಹಾಗೂ ಚಿಂತಕರು ಅಭಿಪ್ರಾಯಪಟ್ಟರು. ಸಂವಿಧಾನದ ಆಶಯಗಳನ್ನು ಎತ್ತಿಹಿಡಿಯುವುದು: [56, 115, 174, 293]
ad-every: Every Friday: [691, 932, 769, 945]
